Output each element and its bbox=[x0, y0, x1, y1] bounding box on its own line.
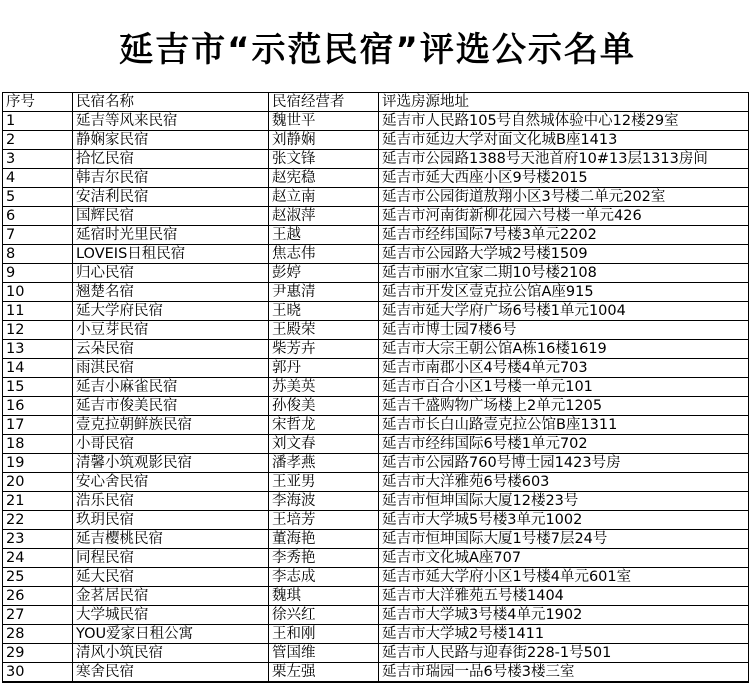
table-row bbox=[3, 340, 749, 359]
header-row bbox=[3, 93, 749, 112]
table-cell-address: 延吉市博士园7楼6号 bbox=[379, 321, 749, 340]
table-row bbox=[3, 359, 749, 378]
table-cell-address: 延吉市大洋雅苑五号楼1404 bbox=[379, 587, 749, 606]
table-row bbox=[3, 473, 749, 492]
table-cell-no: 6 bbox=[3, 207, 73, 226]
table-row bbox=[3, 568, 749, 587]
table-cell-operator: 王殿荣 bbox=[269, 321, 379, 340]
table-cell-operator: 赵淑萍 bbox=[269, 207, 379, 226]
table-row bbox=[3, 454, 749, 473]
column-header-address: 评选房源地址 bbox=[379, 93, 749, 112]
table-cell-address: 延吉市文化城A座707 bbox=[379, 549, 749, 568]
table-cell-operator: 焦志伟 bbox=[269, 245, 379, 264]
table-cell-no: 16 bbox=[3, 397, 73, 416]
table-cell-name: 国辉民宿 bbox=[73, 207, 269, 226]
table-cell-operator: 徐兴红 bbox=[269, 606, 379, 625]
table-cell-operator: 魏世平 bbox=[269, 112, 379, 131]
table-cell-no: 10 bbox=[3, 283, 73, 302]
table-cell-no: 9 bbox=[3, 264, 73, 283]
column-header-name: 民宿名称 bbox=[73, 93, 269, 112]
table-cell-name: 延大学府民宿 bbox=[73, 302, 269, 321]
table-cell-no: 27 bbox=[3, 606, 73, 625]
table-cell-name: 延吉小麻雀民宿 bbox=[73, 378, 269, 397]
table-cell-no: 11 bbox=[3, 302, 73, 321]
table-row bbox=[3, 245, 749, 264]
column-header-operator: 民宿经营者 bbox=[269, 93, 379, 112]
table-cell-operator: 王亚男 bbox=[269, 473, 379, 492]
table-cell-name: 延吉樱桃民宿 bbox=[73, 530, 269, 549]
table-cell-address: 延吉市长白山路壹克拉公馆B座1311 bbox=[379, 416, 749, 435]
table-row bbox=[3, 416, 749, 435]
table-row bbox=[3, 625, 749, 644]
table-cell-address: 延吉市恒坤国际大厦1号楼7层24号 bbox=[379, 530, 749, 549]
table-cell-name: 安心舍民宿 bbox=[73, 473, 269, 492]
table-cell-name: 金茗居民宿 bbox=[73, 587, 269, 606]
table-cell-name: 韩吉尔民宿 bbox=[73, 169, 269, 188]
table-cell-name: 翘楚名宿 bbox=[73, 283, 269, 302]
table-cell-address: 延吉市延大西座小区9号楼2015 bbox=[379, 169, 749, 188]
table-row bbox=[3, 283, 749, 302]
table-cell-no: 19 bbox=[3, 454, 73, 473]
table-cell-no: 3 bbox=[3, 150, 73, 169]
table-cell-address: 延吉市公园路760号博士园1423号房 bbox=[379, 454, 749, 473]
table-cell-address: 延吉千盛购物广场楼上2单元1205 bbox=[379, 397, 749, 416]
table-cell-operator: 董海艳 bbox=[269, 530, 379, 549]
table-row bbox=[3, 150, 749, 169]
homestay-table bbox=[2, 92, 749, 683]
table-cell-name: 清风小筑民宿 bbox=[73, 644, 269, 663]
table-cell-operator: 王晓 bbox=[269, 302, 379, 321]
table-cell-operator: 魏琪 bbox=[269, 587, 379, 606]
page-title: 延吉市“示范民宿”评选公示名单 bbox=[119, 30, 636, 70]
table-cell-no: 13 bbox=[3, 340, 73, 359]
table-cell-name: YOU爱家日租公寓 bbox=[73, 625, 269, 644]
table-cell-name: 壹克拉朝鲜族民宿 bbox=[73, 416, 269, 435]
table-cell-no: 1 bbox=[3, 112, 73, 131]
table-cell-address: 延吉市延大学府广场6号楼1单元1004 bbox=[379, 302, 749, 321]
table-row bbox=[3, 511, 749, 530]
table-cell-operator: 潘孝燕 bbox=[269, 454, 379, 473]
table-cell-operator: 刘静娴 bbox=[269, 131, 379, 150]
table-row bbox=[3, 169, 749, 188]
table-cell-name: 拾忆民宿 bbox=[73, 150, 269, 169]
table-cell-operator: 宋哲龙 bbox=[269, 416, 379, 435]
table-cell-no: 4 bbox=[3, 169, 73, 188]
table-row bbox=[3, 549, 749, 568]
table-cell-operator: 刘文春 bbox=[269, 435, 379, 454]
column-header-no: 序号 bbox=[3, 93, 73, 112]
table-cell-address: 延吉市大宗王朝公馆A栋16楼1619 bbox=[379, 340, 749, 359]
table-cell-operator: 管国维 bbox=[269, 644, 379, 663]
table-cell-name: 寒舍民宿 bbox=[73, 663, 269, 683]
table-cell-address: 延吉市经纬国际6号楼1单元702 bbox=[379, 435, 749, 454]
table-row bbox=[3, 226, 749, 245]
table-cell-name: 安洁利民宿 bbox=[73, 188, 269, 207]
table-cell-operator: 郭丹 bbox=[269, 359, 379, 378]
table-cell-no: 29 bbox=[3, 644, 73, 663]
table-cell-name: 延宿时光里民宿 bbox=[73, 226, 269, 245]
table-cell-address: 延吉市南郡小区4号楼4单元703 bbox=[379, 359, 749, 378]
table-cell-address: 延吉市大学城5号楼3单元1002 bbox=[379, 511, 749, 530]
table-cell-operator: 孙俊美 bbox=[269, 397, 379, 416]
table-cell-no: 15 bbox=[3, 378, 73, 397]
table-row bbox=[3, 112, 749, 131]
table-cell-no: 22 bbox=[3, 511, 73, 530]
table-row bbox=[3, 321, 749, 340]
table-cell-operator: 栗左强 bbox=[269, 663, 379, 683]
table-cell-no: 5 bbox=[3, 188, 73, 207]
table-cell-address: 延吉市延边大学对面文化城B座1413 bbox=[379, 131, 749, 150]
table-row bbox=[3, 264, 749, 283]
table-cell-name: LOVEIS日租民宿 bbox=[73, 245, 269, 264]
table-cell-address: 延吉市公园街道敖翔小区3号楼二单元202室 bbox=[379, 188, 749, 207]
table-row bbox=[3, 188, 749, 207]
table-cell-name: 清馨小筑观影民宿 bbox=[73, 454, 269, 473]
table-cell-address: 延吉市大学城2号楼1411 bbox=[379, 625, 749, 644]
table-cell-name: 延吉市俊美民宿 bbox=[73, 397, 269, 416]
table-cell-operator: 彭婷 bbox=[269, 264, 379, 283]
table-cell-operator: 赵立南 bbox=[269, 188, 379, 207]
table-row bbox=[3, 131, 749, 150]
table-cell-address: 延吉市公园路1388号天池首府10#13层1313房间 bbox=[379, 150, 749, 169]
table-cell-name: 静娴家民宿 bbox=[73, 131, 269, 150]
table-cell-address: 延吉市瑞园一品6号楼3楼三室 bbox=[379, 663, 749, 683]
table-cell-no: 25 bbox=[3, 568, 73, 587]
table-cell-address: 延吉市人民路与迎春街228-1号501 bbox=[379, 644, 749, 663]
table-row bbox=[3, 378, 749, 397]
table-row bbox=[3, 207, 749, 226]
table-cell-address: 延吉市大洋雅苑6号楼603 bbox=[379, 473, 749, 492]
table-row bbox=[3, 302, 749, 321]
table-cell-no: 23 bbox=[3, 530, 73, 549]
table-cell-name: 同程民宿 bbox=[73, 549, 269, 568]
table-cell-name: 大学城民宿 bbox=[73, 606, 269, 625]
table-row bbox=[3, 644, 749, 663]
table-cell-address: 延吉市恒坤国际大厦12楼23号 bbox=[379, 492, 749, 511]
table-cell-address: 延吉市经纬国际7号楼3单元2202 bbox=[379, 226, 749, 245]
table-cell-operator: 李秀艳 bbox=[269, 549, 379, 568]
table-cell-name: 小哥民宿 bbox=[73, 435, 269, 454]
table-row bbox=[3, 530, 749, 549]
table-cell-no: 7 bbox=[3, 226, 73, 245]
table-cell-operator: 苏美英 bbox=[269, 378, 379, 397]
table-cell-address: 延吉市百合小区1号楼一单元101 bbox=[379, 378, 749, 397]
table-cell-operator: 王越 bbox=[269, 226, 379, 245]
table-cell-no: 2 bbox=[3, 131, 73, 150]
table-cell-no: 28 bbox=[3, 625, 73, 644]
table-cell-name: 小豆芽民宿 bbox=[73, 321, 269, 340]
table-cell-no: 12 bbox=[3, 321, 73, 340]
table-cell-operator: 尹惠清 bbox=[269, 283, 379, 302]
table-cell-address: 延吉市开发区壹克拉公馆A座915 bbox=[379, 283, 749, 302]
table-cell-operator: 王和刚 bbox=[269, 625, 379, 644]
table-cell-no: 18 bbox=[3, 435, 73, 454]
table-cell-no: 17 bbox=[3, 416, 73, 435]
table-cell-name: 玖玥民宿 bbox=[73, 511, 269, 530]
table-cell-name: 归心民宿 bbox=[73, 264, 269, 283]
table-cell-address: 延吉市公园路大学城2号楼1509 bbox=[379, 245, 749, 264]
table-cell-address: 延吉市大学城3号楼4单元1902 bbox=[379, 606, 749, 625]
table-cell-address: 延吉市丽水宜家二期10号楼2108 bbox=[379, 264, 749, 283]
table-cell-address: 延吉市人民路105号自然城体验中心12楼29室 bbox=[379, 112, 749, 131]
table-cell-no: 30 bbox=[3, 663, 73, 683]
table-cell-address: 延吉市河南街新柳花园六号楼一单元426 bbox=[379, 207, 749, 226]
table-cell-no: 24 bbox=[3, 549, 73, 568]
table-cell-operator: 张文锋 bbox=[269, 150, 379, 169]
table-cell-name: 云朵民宿 bbox=[73, 340, 269, 359]
table-row bbox=[3, 435, 749, 454]
table-row bbox=[3, 587, 749, 606]
homestay-table-header bbox=[3, 93, 749, 112]
table-cell-name: 延大民宿 bbox=[73, 568, 269, 587]
table-cell-no: 21 bbox=[3, 492, 73, 511]
table-cell-no: 14 bbox=[3, 359, 73, 378]
homestay-table-body bbox=[3, 112, 749, 683]
table-cell-no: 26 bbox=[3, 587, 73, 606]
table-cell-name: 雨淇民宿 bbox=[73, 359, 269, 378]
table-row bbox=[3, 606, 749, 625]
table-cell-name: 延吉等风来民宿 bbox=[73, 112, 269, 131]
table-cell-name: 浩乐民宿 bbox=[73, 492, 269, 511]
table-cell-operator: 柴芳卉 bbox=[269, 340, 379, 359]
table-cell-operator: 李海波 bbox=[269, 492, 379, 511]
table-cell-operator: 王培芳 bbox=[269, 511, 379, 530]
table-cell-address: 延吉市延大学府小区1号楼4单元601室 bbox=[379, 568, 749, 587]
table-row bbox=[3, 663, 749, 683]
table-cell-operator: 赵宪稳 bbox=[269, 169, 379, 188]
table-cell-no: 8 bbox=[3, 245, 73, 264]
table-cell-no: 20 bbox=[3, 473, 73, 492]
table-row bbox=[3, 397, 749, 416]
table-row bbox=[3, 492, 749, 511]
table-cell-operator: 李志成 bbox=[269, 568, 379, 587]
